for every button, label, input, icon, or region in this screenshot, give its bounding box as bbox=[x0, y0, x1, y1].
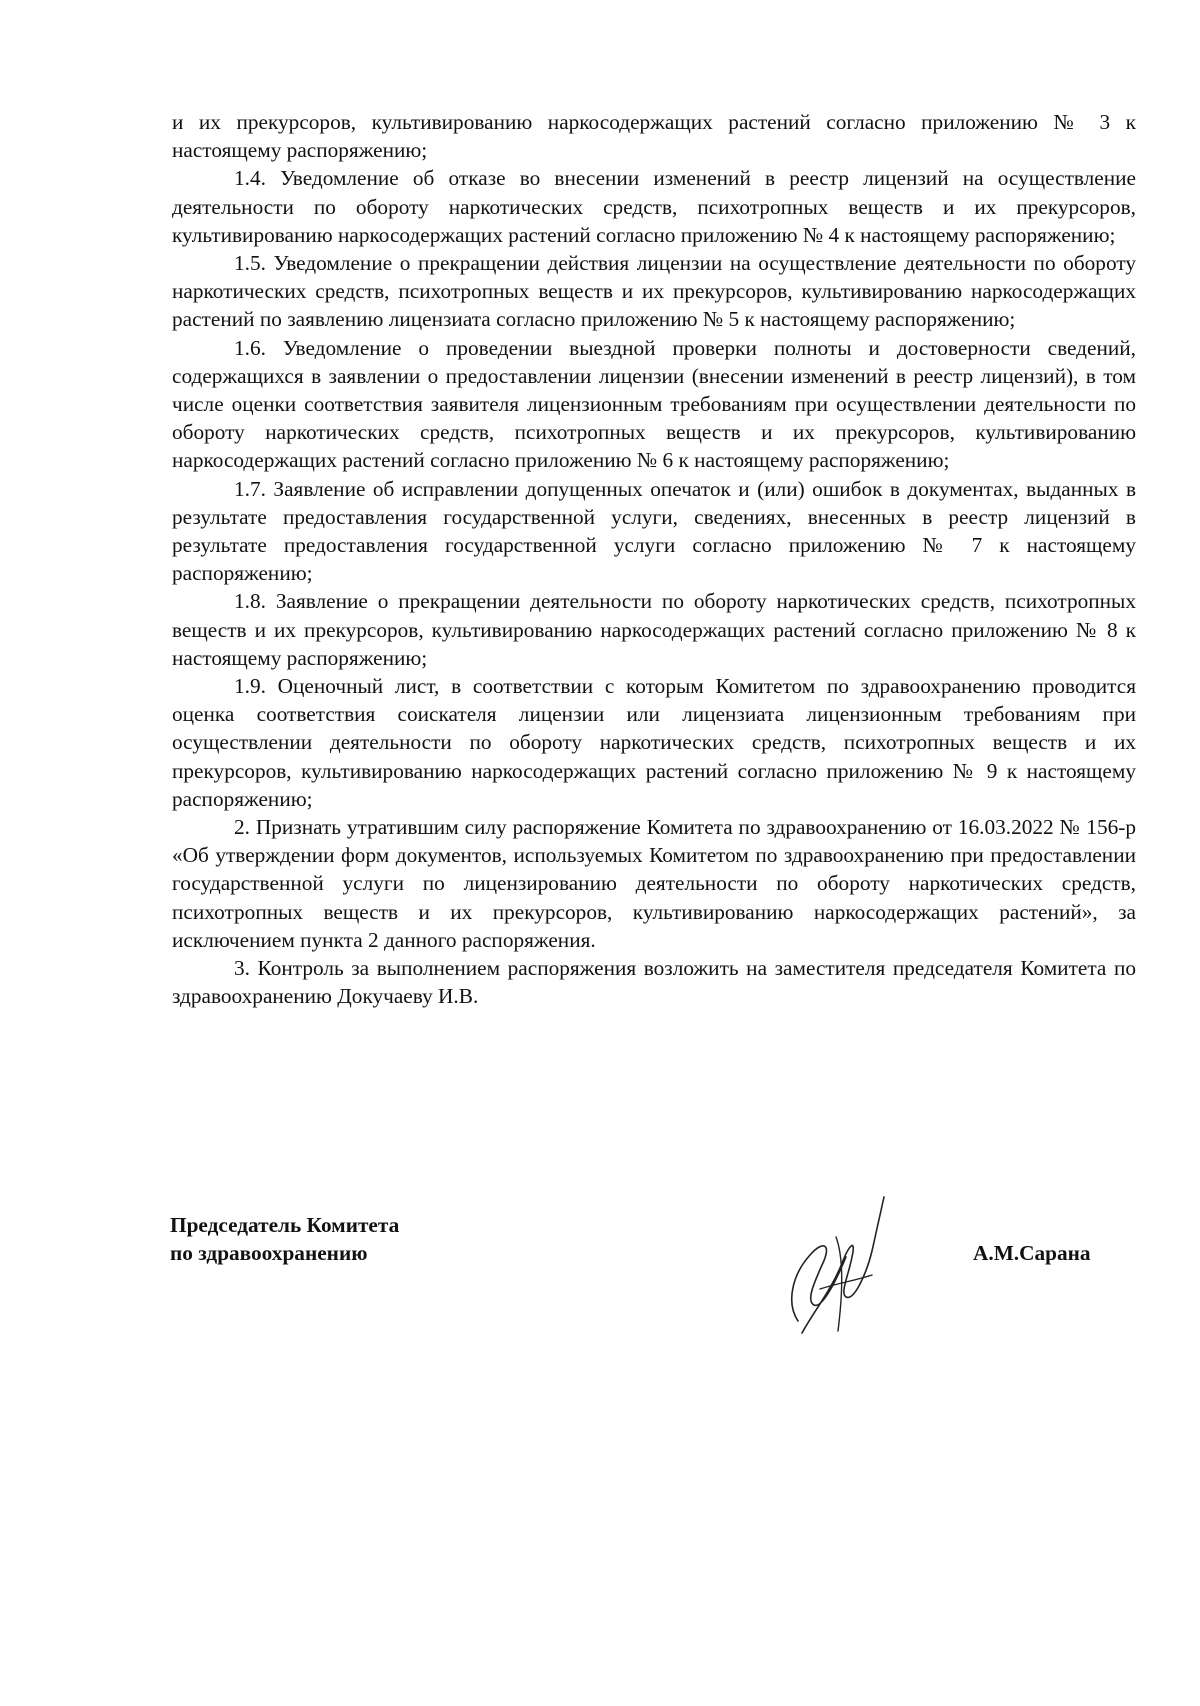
paragraph-3: 3. Контроль за выполнением распоряжения возложить на заместителя председателя Комитета по здравоохранению Докучаеву И.В. bbox=[172, 956, 1136, 1009]
handwritten-signature bbox=[780, 1193, 890, 1338]
signatory-title-line2: по здравоохранению bbox=[170, 1241, 368, 1265]
signatory-name: А.М.Сарана bbox=[973, 1241, 1091, 1265]
paragraph-continuation: и их прекурсоров, культивированию наркосодержащих растений согласно приложению № 3 к настоящему распоряжению; bbox=[172, 110, 1136, 163]
paragraph-1-6: 1.6. Уведомление о проведении выездной проверки полноты и достоверности сведений, содержащихся в заявлении о предоставлении лицензии (внесении изменений в реестр лицензий), в том числе оценки соответствия заявителя лицензионным требованиям при осуществлении деятельности по обороту наркотических средств, психотропных веществ и их прекурсоров, культивированию наркосодержащих растений согласно приложению № 6 к настоящему распоряжению; bbox=[172, 335, 1136, 473]
paragraph-1-5: 1.5. Уведомление о прекращении действия лицензии на осуществление деятельности по обороту наркотических средств, психотропных веществ и их прекурсоров, культивированию наркосодержащих растений по заявлению лицензиата согласно приложению № 5 к настоящему распоряжению; bbox=[172, 251, 1136, 332]
signatory-title-line1: Председатель Комитета bbox=[170, 1213, 400, 1237]
paragraph-2: 2. Признать утратившим силу распоряжение Комитета по здравоохранению от 16.03.2022 № 156-р «Об утверждении форм документов, используемых Комитетом по здравоохранению при предоставлении государственной услуги по лицензированию деятельности по обороту наркотических средств, психотропных веществ и их прекурсоров, культивированию наркосодержащих растений», за исключением пункта 2 данного распоряжения. bbox=[172, 815, 1136, 952]
paragraph-1-9: 1.9. Оценочный лист, в соответствии с которым Комитетом по здравоохранению проводится оценка соответствия соискателя лицензии или лицензиата лицензионным требованиям при осуществлении деятельности по обороту наркотических средств, психотропных веществ и их прекурсоров, культивированию наркосодержащих растений согласно приложению № 9 к настоящему распоряжению; bbox=[172, 674, 1136, 811]
signature-block bbox=[170, 1211, 1160, 1331]
paragraph-1-4: 1.4. Уведомление об отказе во внесении изменений в реестр лицензий на осуществление деятельности по обороту наркотических средств, психотропных веществ и их прекурсоров, культивированию наркосодержащих растений согласно приложению № 4 к настоящему распоряжению; bbox=[172, 166, 1136, 247]
paragraph-1-7: 1.7. Заявление об исправлении допущенных опечаток и (или) ошибок в документах, выданных в результате предоставления государственной услуги, сведениях, внесенных в реестр лицензий в результате предоставления государственной услуги согласно приложению № 7 к настоящему распоряжению; bbox=[172, 476, 1136, 586]
paragraph-1-8: 1.8. Заявление о прекращении деятельности по обороту наркотических средств, психотропных веществ и их прекурсоров, культивированию наркосодержащих растений согласно приложению № 8 к настоящему распоряжению; bbox=[172, 589, 1136, 670]
document-body bbox=[172, 108, 1136, 1011]
signatory-title bbox=[170, 1211, 399, 1267]
